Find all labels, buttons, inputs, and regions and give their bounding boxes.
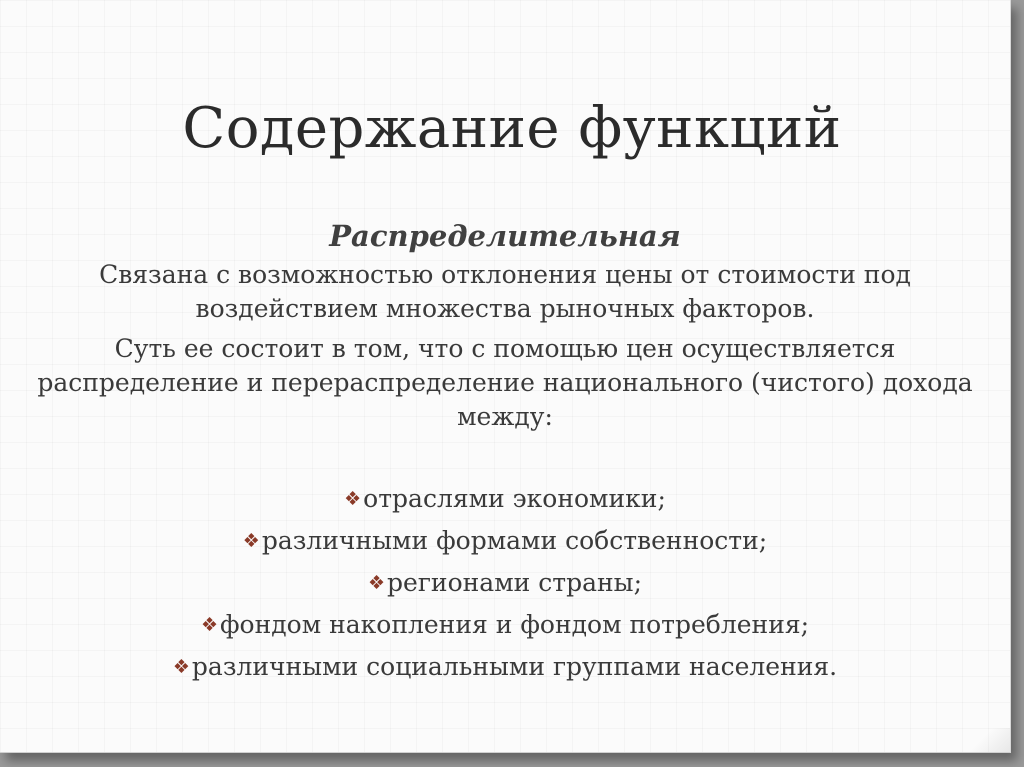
bullet-item — [30, 646, 980, 688]
paragraph-2: Суть ее состоит в том, что с помощью цен осуществляется распределение и перераспределение национального (чистого) дохода между: — [37, 334, 973, 431]
slide-subtitle: Распределительная — [329, 219, 681, 253]
slide-title: Содержание функций — [182, 96, 842, 161]
diamond-bullet-icon: ❖ — [344, 488, 362, 510]
diamond-bullet-icon: ❖ — [200, 614, 218, 636]
diamond-bullet-icon: ❖ — [367, 572, 386, 594]
bullet-text: регионами страны; — [387, 568, 642, 597]
bullet-item — [30, 604, 980, 646]
bullet-item — [30, 520, 980, 562]
bullet-item — [30, 478, 980, 520]
diamond-bullet-icon: ❖ — [242, 530, 260, 552]
bullet-text: различными формами собственности; — [261, 526, 768, 555]
bullet-text: отраслями экономики; — [363, 484, 666, 513]
paragraph-1: Связана с возможностью отклонения цены от стоимости под воздействием множества рыночных факторов. — [99, 260, 911, 323]
diamond-bullet-icon: ❖ — [172, 656, 190, 678]
bullet-text: различными социальными группами населения. — [191, 652, 838, 681]
bullet-item — [30, 562, 980, 604]
page-curl — [950, 728, 1010, 752]
bullet-text: фондом накопления и фондом потребления; — [219, 610, 810, 639]
spacer — [30, 434, 980, 478]
bullet-list — [30, 478, 980, 688]
slide-content — [30, 214, 980, 688]
